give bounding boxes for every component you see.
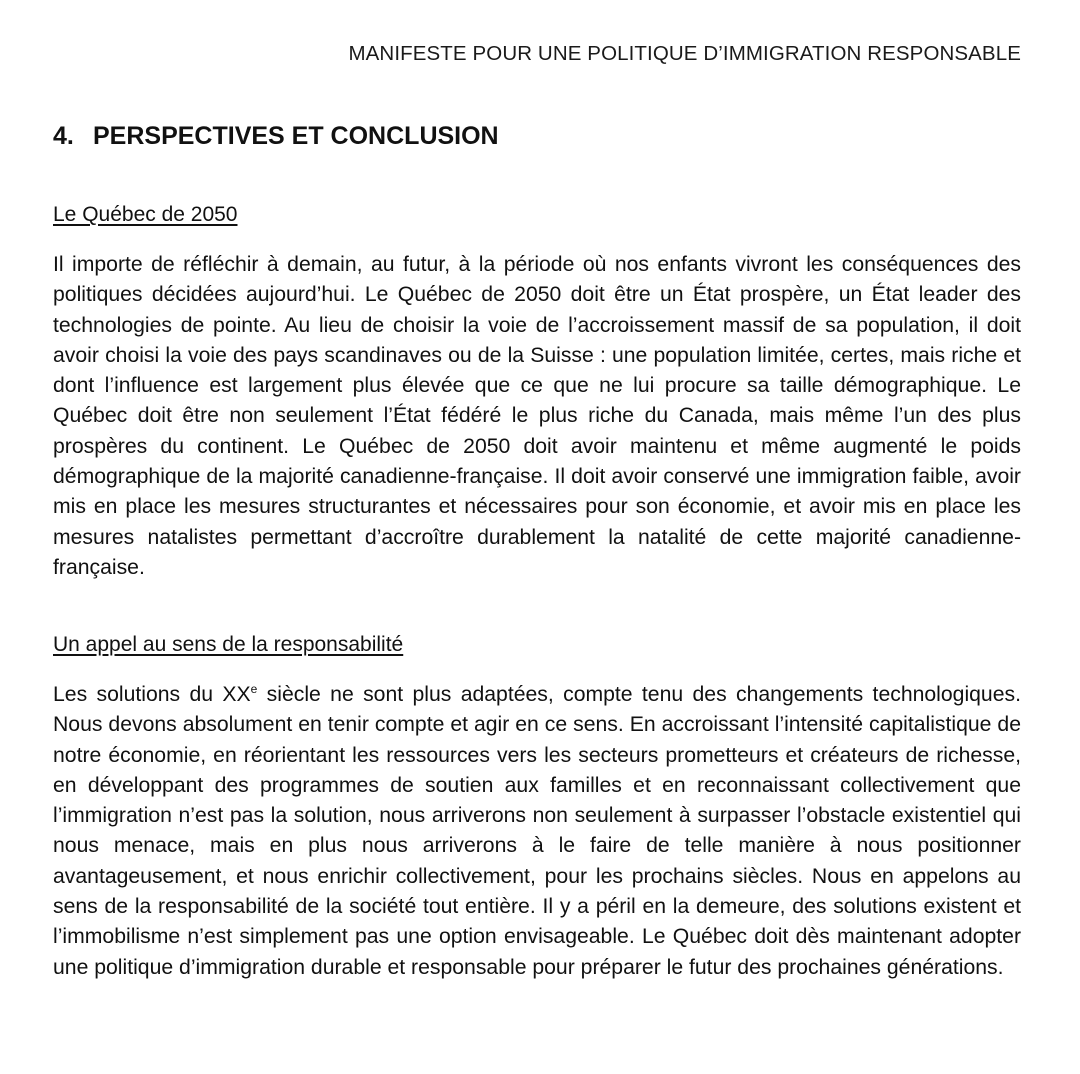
running-header: MANIFESTE POUR UNE POLITIQUE D’IMMIGRATION RESPONSABLE	[348, 42, 1021, 65]
subheading-appel-responsabilite: Un appel au sens de la responsabilité	[53, 633, 404, 656]
subheading-quebec-2050: Le Québec de 2050	[53, 203, 238, 226]
paragraph-lead: Les solutions du XX	[53, 683, 251, 706]
paragraph-appel-responsabilite	[53, 680, 1021, 983]
section-title	[53, 122, 499, 151]
paragraph-quebec-2050: Il importe de réfléchir à demain, au futur, à la période où nos enfants vivront les conséquences des politiques décidées aujourd’hui. Le Québec de 2050 doit être un État prospère, un État leader des technologies de pointe. Au lieu de choisir la voie de l’accroissement massif de sa population, il doit avoir choisi la voie des pays scandinaves ou de la Suisse : une population limitée, certes, mais riche et dont l’influence est largement plus élevée que ce que ne lui procure sa taille démographique. Le Québec doit être non seulement l’État fédéré le plus riche du Canada, mais même l’un des plus prospères du continent. Le Québec de 2050 doit avoir maintenu et même augmenté le poids démographique de la majorité canadienne-française. Il doit avoir conservé une immigration faible, avoir mis en place les mesures structurantes et nécessaires pour son économie, et avoir mis en place les mesures natalistes permettant d’accroître durablement la natalité de cette majorité canadienne-française.	[53, 253, 1021, 579]
paragraph-body: siècle ne sont plus adaptées, compte tenu des changements technologiques. Nous devons absolument en tenir compte et agir en ce sens. En accroissant l’intensité capitalistique de notre économie, en réorientant les ressources vers les secteurs prometteurs et créateurs de richesse, en développant des programmes de soutien aux familles et en reconnaissant collectivement que l’immigration n’est pas la solution, nous arriverons non seulement à surpasser l’obstacle existentiel qui nous menace, mais en plus nous arriverons à le faire de telle manière à nous positionner avantageusement, et nous enrichir collectivement, pour les prochains siècles. Nous en appelons au sens de la responsabilité de la société tout entière. Il y a péril en la demeure, des solutions existent et l’immobilisme n’est simplement pas une option envisageable. Le Québec doit dès maintenant adopter une politique d’immigration durable et responsable pour préparer le futur des prochaines générations.	[53, 683, 1021, 979]
section-title-text: PERSPECTIVES ET CONCLUSION	[93, 122, 499, 150]
section-number: 4.	[53, 122, 74, 150]
superscript-e: e	[250, 682, 258, 696]
